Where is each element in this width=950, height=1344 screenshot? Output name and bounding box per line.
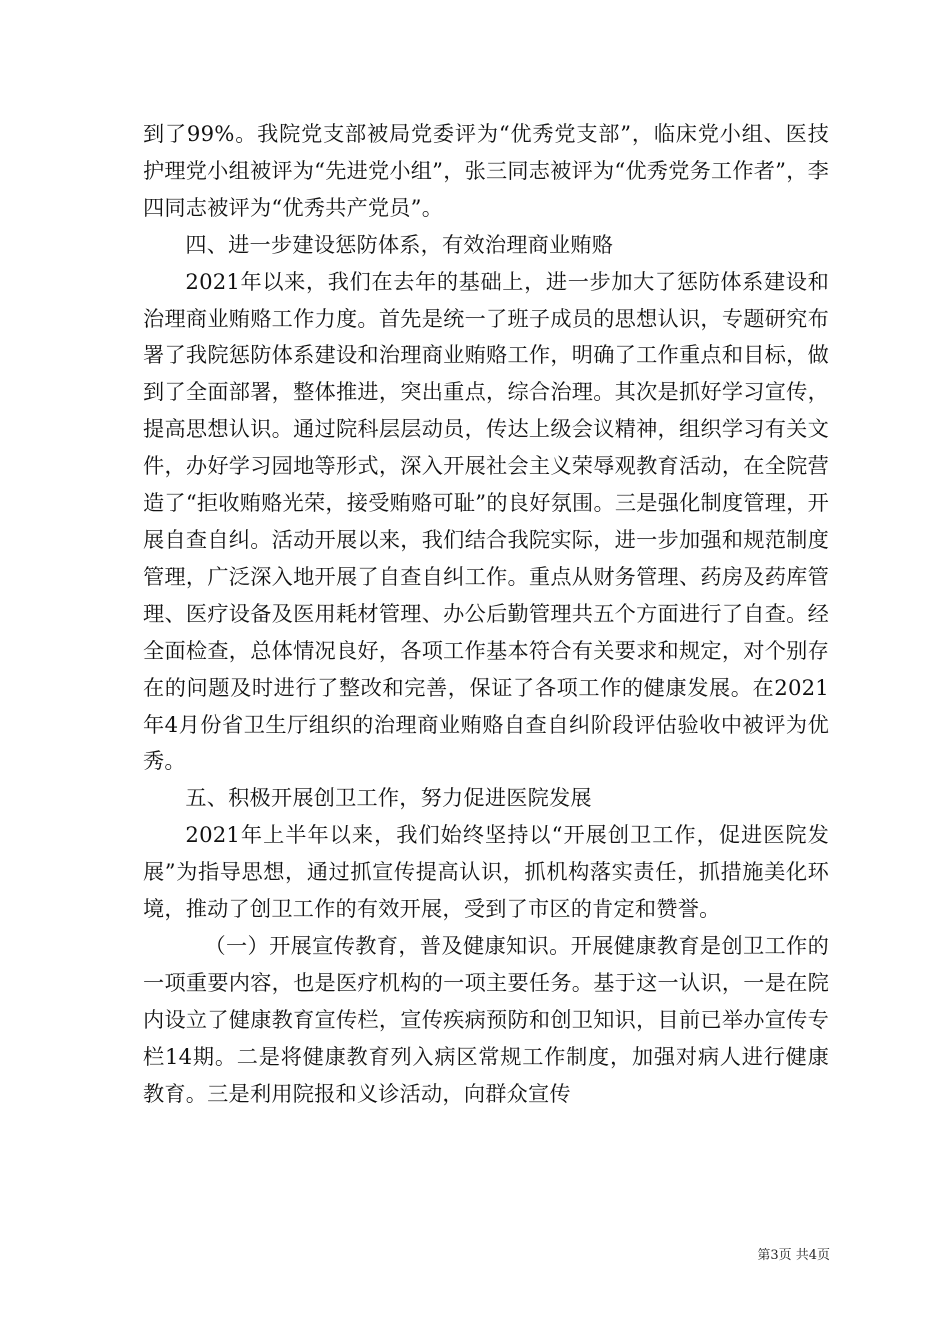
- paragraph-sanitation-intro: 2021年上半年以来，我们始终坚持以“开展创卫工作，促进医院发展”为指导思想，通过抓宣传提高认识，抓机构落实责任，抓措施美化环境，推动了创卫工作的有效开展，受到了市区的肯定和赞誉。: [143, 822, 829, 922]
- section-heading-five: 五、积极开展创卫工作，努力促进医院发展: [185, 785, 592, 811]
- paragraph-continuation: 到了99%。我院党支部被局党委评为“优秀党支部”，临床党小组、医技护理党小组被评为“先进党小组”，张三同志被评为“优秀党务工作者”，李四同志被评为“优秀共产党员”。: [143, 121, 829, 220]
- document-body: [143, 116, 829, 1112]
- paragraph-health-education: （一）开展宣传教育，普及健康知识。开展健康教育是创卫工作的一项重要内容，也是医疗机构的一项主要任务。基于这一认识，一是在院内设立了健康教育宣传栏，宣传疾病预防和创卫知识，目前已举办宣传专栏14期。二是将健康教育列入病区常规工作制度，加强对病人进行健康教育。三是利用院报和义诊活动，向群众宣传: [143, 932, 829, 1106]
- page-number-footer: 第3页 共4页: [757, 1248, 830, 1263]
- section-heading-four: 四、进一步建设惩防体系，有效治理商业贿赂: [185, 231, 614, 257]
- paragraph-anti-bribery: 2021年以来，我们在去年的基础上，进一步加大了惩防体系建设和治理商业贿赂工作力度。首先是统一了班子成员的思想认识，专题研究布署了我院惩防体系建设和治理商业贿赂工作，明确了工作重点和目标，做到了全面部署，整体推进，突出重点，综合治理。其次是抓好学习宣传，提高思想认识。通过院科层层动员，传达上级会议精神，组织学习有关文件，办好学习园地等形式，深入开展社会主义荣辱观教育活动，在全院营造了“拒收贿赂光荣，接受贿赂可耻”的良好氛围。三是强化制度管理，开展自查自纠。活动开展以来，我们结合我院实际，进一步加强和规范制度管理，广泛深入地开展了自查自纠工作。重点从财务管理、药房及药库管理、医疗设备及医用耗材管理、办公后勤管理共五个方面进行了自查。经全面检查，总体情况良好，各项工作基本符合有关要求和规定，对个别存在的问题及时进行了整改和完善，保证了各项工作的健康发展。在2021年4月份省卫生厅组织的治理商业贿赂自查自纠阶段评估验收中被评为优秀。: [143, 268, 829, 774]
